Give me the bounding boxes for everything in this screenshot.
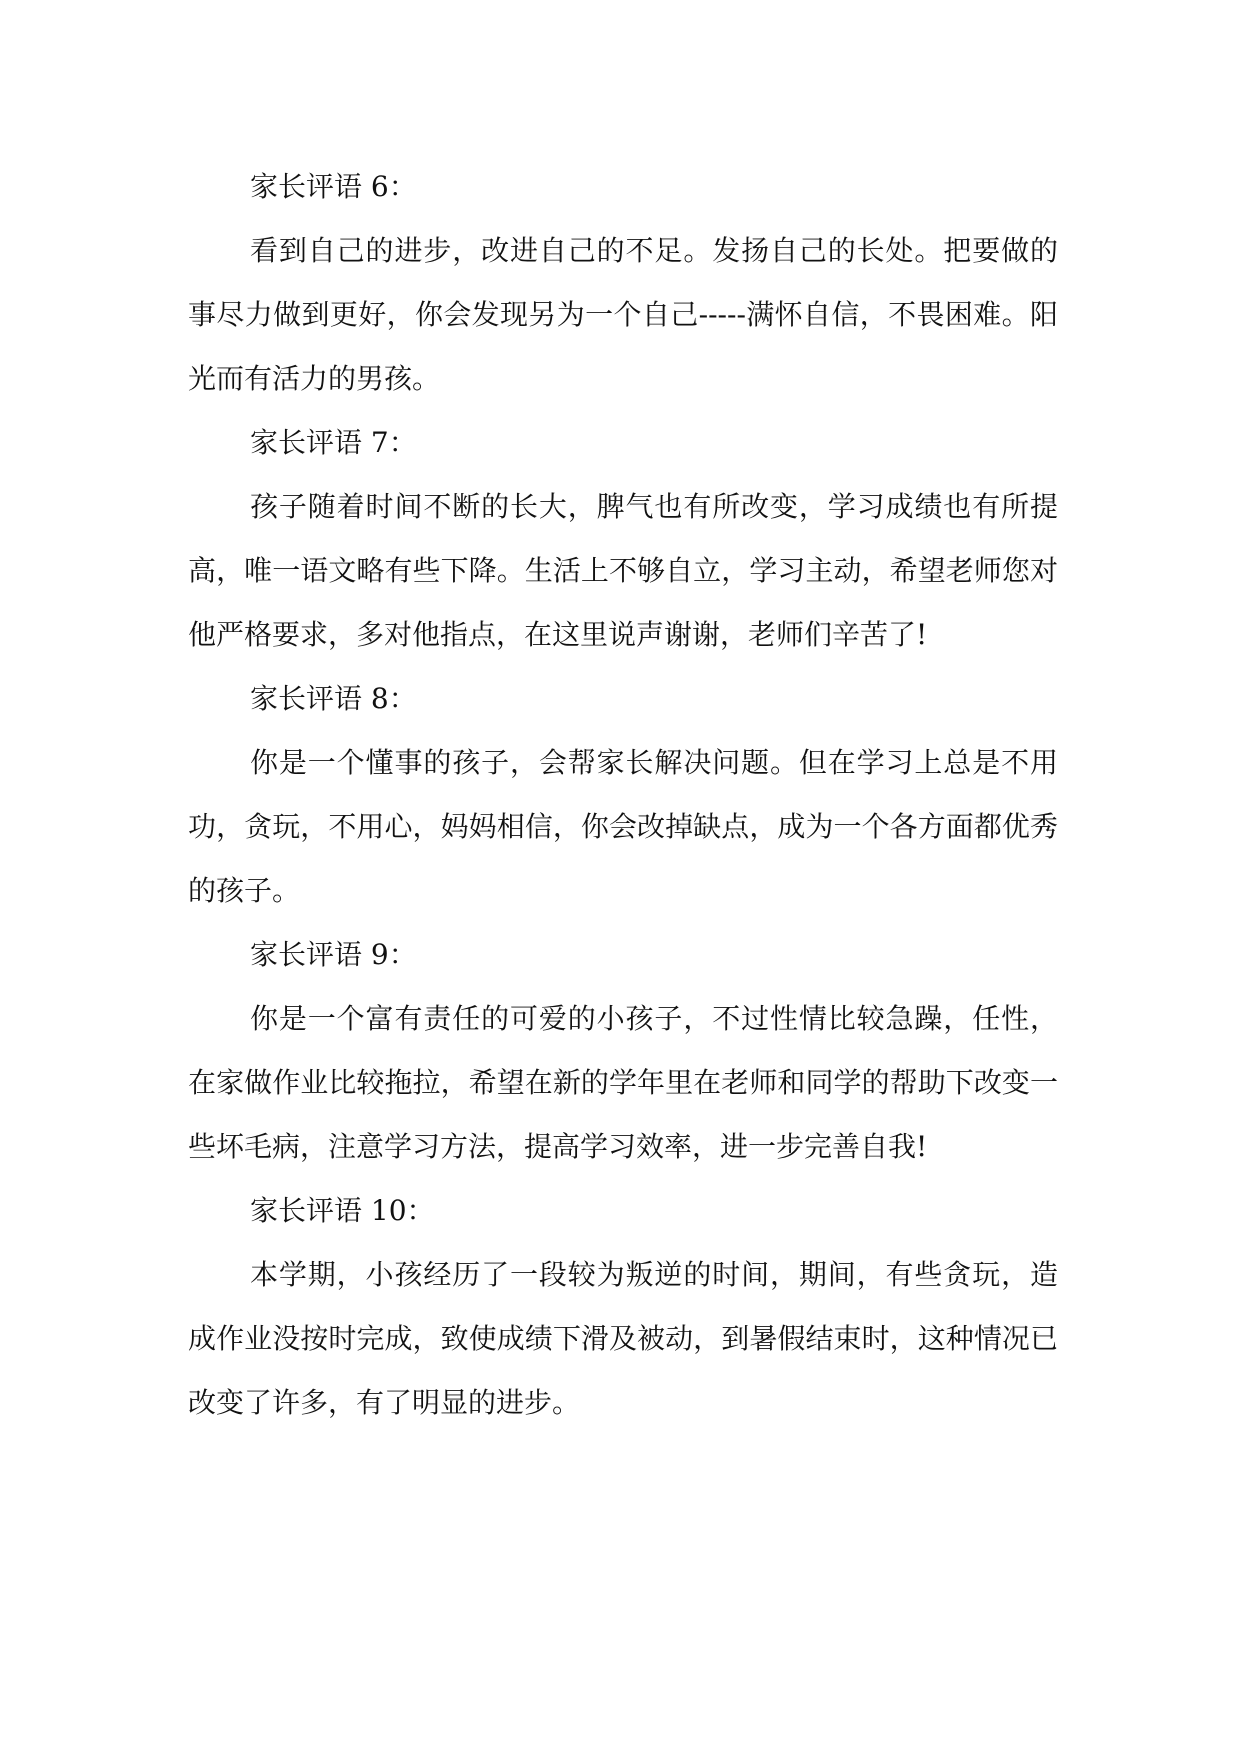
paragraph-text-line: 辛苦了!	[832, 618, 928, 651]
comment-section-7	[188, 411, 1058, 667]
comment-section-9	[188, 923, 1058, 1179]
section-heading: 家长评语 9：	[250, 938, 417, 971]
comment-section-8	[188, 667, 1058, 923]
paragraph-text-line: 望老师您对他严格要求，多对他指点，在这里说声谢谢，老师们	[188, 554, 1058, 651]
paragraph-text-line: 所提高，唯一语文略有些下降。生活上不够自立，学习主动，希	[188, 490, 1058, 587]
paragraph-text-line: 你是一个富有责任的可爱的小孩子，不过性情比较急躁，任	[250, 1002, 1002, 1035]
paragraph-text-line: 不畏困难。阳光而有活力的男孩。	[188, 298, 1058, 395]
paragraph-text-line: 性，在家做作业比较拖拉，希望在新的学年里在老师和同学的帮	[188, 1002, 1058, 1099]
section-heading: 家长评语 7：	[250, 426, 417, 459]
section-paragraph	[188, 475, 1058, 667]
section-heading: 家长评语 6：	[250, 170, 417, 203]
comment-section-10	[188, 1179, 1058, 1435]
document-body	[188, 155, 1058, 1435]
paragraph-text-line: 造成作业没按时完成，致使成绩下滑及被动，到暑假结束时，这	[188, 1258, 1058, 1355]
paragraph-text-line: 看到自己的进步，改进自己的不足。发扬自己的长处。把要	[250, 234, 1002, 267]
paragraph-text-line: 不用功，贪玩，不用心，妈妈相信，你会改掉缺点，成为一个各	[188, 746, 1058, 843]
section-paragraph	[188, 987, 1058, 1179]
section-paragraph	[188, 219, 1058, 411]
section-heading: 家长评语 8：	[250, 682, 417, 715]
section-paragraph	[188, 731, 1058, 923]
section-heading: 家长评语 10：	[250, 1194, 435, 1227]
paragraph-text-line: 善自我!	[832, 1130, 928, 1163]
paragraph-text-line: 方面都优秀的孩子。	[188, 810, 1058, 907]
paragraph-text-line: 本学期，小孩经历了一段较为叛逆的时间，期间，有些贪玩，	[250, 1258, 1030, 1291]
paragraph-text-line: 你是一个懂事的孩子，会帮家长解决问题。但在学习上总是	[250, 746, 1002, 779]
paragraph-text-line: 种情况已改变了许多，有了明显的进步。	[188, 1322, 1058, 1419]
paragraph-text-line: 助下改变一些坏毛病，注意学习方法，提高学习效率，进一步完	[188, 1066, 1058, 1163]
paragraph-text-line: 孩子随着时间不断的长大，脾气也有所改变，学习成绩也有	[250, 490, 1002, 523]
section-paragraph	[188, 1243, 1058, 1435]
paragraph-text-line: 做的事尽力做到更好，你会发现另为一个自己-----满怀自信，	[188, 234, 1058, 331]
comment-section-6	[188, 155, 1058, 411]
